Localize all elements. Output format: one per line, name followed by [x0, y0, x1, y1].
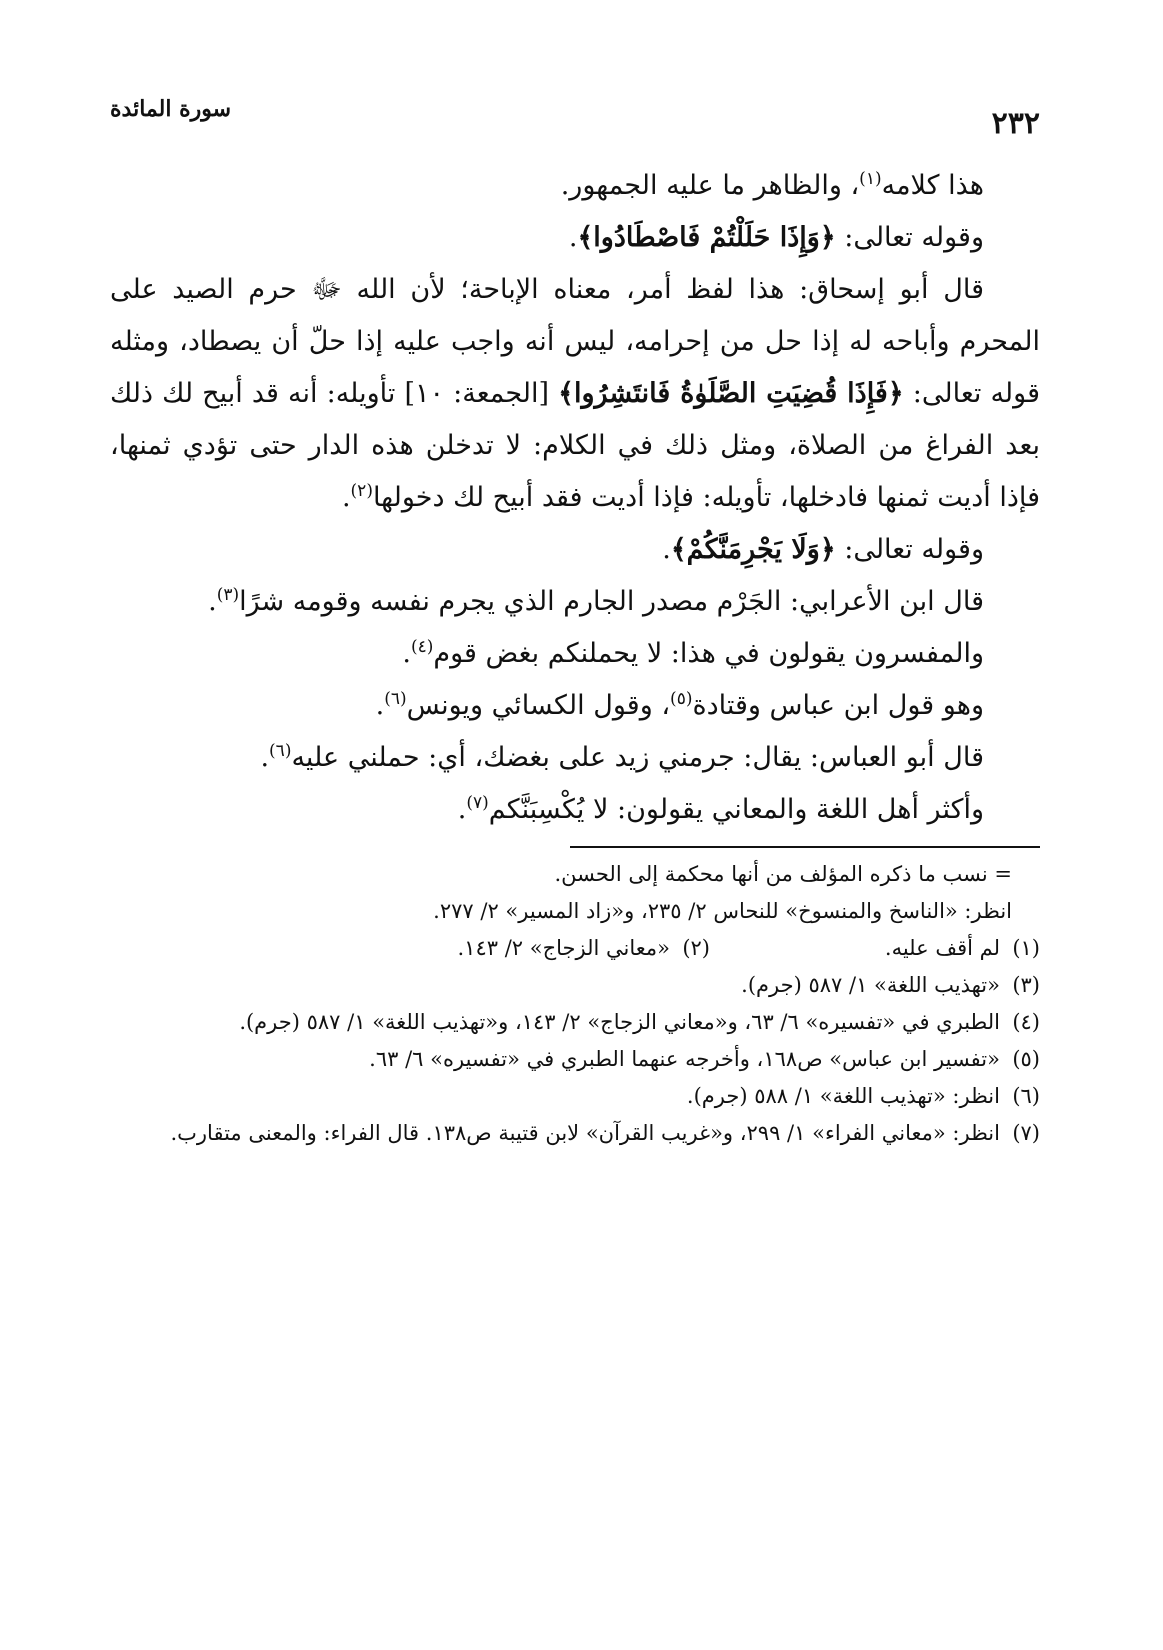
text-span: وقوله تعالى: [835, 534, 984, 565]
text-span: . [568, 222, 578, 253]
running-title: سورة المائدة [110, 96, 232, 122]
footnote-text: انظر: «تهذيب اللغة» ١/ ٥٨٨ (جرم). [686, 1084, 1000, 1108]
page-number: ٢٣٢ [991, 106, 1040, 141]
footnote-text: «معاني الزجاج» ٢/ ١٤٣. [457, 936, 670, 960]
footnote-item [110, 967, 1040, 1004]
main-text [110, 160, 1040, 836]
text-span: ، والظاهر ما عليه الجمهور. [560, 170, 860, 201]
footnote-ref: (٣) [216, 585, 240, 605]
quran-verse: ﴿وَلَا يَجْرِمَنَّكُمْ﴾ [670, 534, 836, 565]
page [110, 96, 1040, 1152]
footnote-number: (٦) [1012, 1084, 1040, 1108]
text-span: قال أبو العباس: يقال: جرمني زيد على بغضك، أي: حملني عليه [291, 742, 984, 773]
footnote-item [710, 930, 1040, 967]
footnote-ref: (٧) [466, 793, 489, 813]
footnote-text: لم أقف عليه. [884, 936, 1000, 960]
text-span: . [341, 482, 351, 513]
text-span: والمفسرون يقولون في هذا: لا يحملنكم بغض قوم [433, 638, 984, 669]
footnote-ref: (٤) [410, 637, 434, 657]
paragraph [110, 524, 1040, 576]
text-span: . [208, 586, 217, 617]
text-span: وقوله تعالى: [835, 222, 984, 253]
text-span: . [375, 690, 385, 721]
text-span: هذا كلامه [881, 170, 984, 201]
footnote-number: (٤) [1012, 1010, 1040, 1034]
footnote-item [110, 1004, 1040, 1041]
paragraph [110, 680, 1040, 732]
footnote-text: انظر: «معاني الفراء» ١/ ٢٩٩، و«غريب القرآن» لابن قتيبة ص١٣٨. قال الفراء: والمعنى متقارب. [170, 1121, 1000, 1145]
footnote-number: (٢) [682, 936, 710, 960]
paragraph [110, 784, 1040, 836]
paragraph [110, 212, 1040, 264]
text-span: وأكثر أهل اللغة والمعاني يقولون: لا يُكْسِبَنَّكم [488, 794, 984, 825]
footnote-continuation: انظر: «الناسخ والمنسوخ» للنحاس ٢/ ٢٣٥، و«زاد المسير» ٢/ ٢٧٧. [433, 899, 1012, 923]
footnote-ref: (٢) [350, 481, 373, 501]
text-span: ، وقول الكسائي ويونس [406, 690, 671, 721]
footnote-number: (٧) [1012, 1121, 1040, 1145]
footnote-ref: (٦) [384, 689, 407, 709]
paragraph [110, 160, 1040, 212]
text-span: قال أبو إسحاق: هذا لفظ أمر، معناه الإباحة؛ لأن الله ﷻ حرم الصيد على المحرم وأباحه له إذا حل من إحرامه، ليس أنه واجب عليه إذا حلّ أن يصطاد، ومثله قوله تعالى: [110, 274, 1041, 409]
footnote-number: (٣) [1012, 973, 1040, 997]
footnote-number: (٥) [1012, 1047, 1040, 1071]
quran-verse: ﴿وَإِذَا حَلَلْتُمْ فَاصْطَادُوا﴾ [577, 222, 836, 253]
paragraph [110, 628, 1040, 680]
text-span: . [662, 534, 671, 565]
footnotes [110, 856, 1040, 1152]
footnote-pair [110, 930, 1040, 967]
footnote-text: الطبري في «تفسيره» ٦/ ٦٣، و«معاني الزجاج» ٢/ ١٤٣، و«تهذيب اللغة» ١/ ٥٨٧ (جرم). [239, 1010, 1000, 1034]
footnote-ref: (١) [859, 169, 882, 189]
paragraph [110, 576, 1040, 628]
footnote-item [110, 1115, 1040, 1152]
text-span: . [457, 794, 467, 825]
footnote-continuation: = نسب ما ذكره المؤلف من أنها محكمة إلى الحسن. [554, 862, 1012, 886]
footnote-item [110, 1078, 1040, 1115]
footnote-number: (١) [1012, 936, 1040, 960]
paragraph [110, 264, 1040, 524]
footnote-item [110, 1041, 1040, 1078]
text-span: وهو قول ابن عباس وقتادة [692, 690, 984, 721]
footnote-ref: (٦) [269, 741, 292, 761]
footnote-ref: (٥) [670, 689, 693, 709]
footnote-divider [570, 846, 1040, 848]
text-span: . [402, 638, 411, 669]
quran-verse: ﴿فَإِذَا قُضِيَتِ الصَّلَوٰةُ فَانتَشِرُوا﴾ [558, 378, 904, 409]
paragraph [110, 732, 1040, 784]
footnote-item [380, 930, 710, 967]
text-span: . [260, 742, 270, 773]
footnote-text: «تهذيب اللغة» ١/ ٥٨٧ (جرم). [741, 973, 1000, 997]
text-span: [الجمعة: ١٠] تأويله: أنه قد أبيح لك ذلك بعد الفراغ من الصلاة، ومثل ذلك في الكلام: لا تدخلن هذه الدار حتى تؤدي ثمنها، فإذا أديت ثمنها فادخلها، تأويله: فإذا أديت فقد أبيح لك دخولها [110, 378, 1040, 513]
text-span: قال ابن الأعرابي: الجَرْم مصدر الجارم الذي يجرم نفسه وقومه شرًا [239, 586, 984, 617]
footnote-text: «تفسير ابن عباس» ص١٦٨، وأخرجه عنهما الطبري في «تفسيره» ٦/ ٦٣. [369, 1047, 1000, 1071]
page-header [110, 96, 1040, 160]
